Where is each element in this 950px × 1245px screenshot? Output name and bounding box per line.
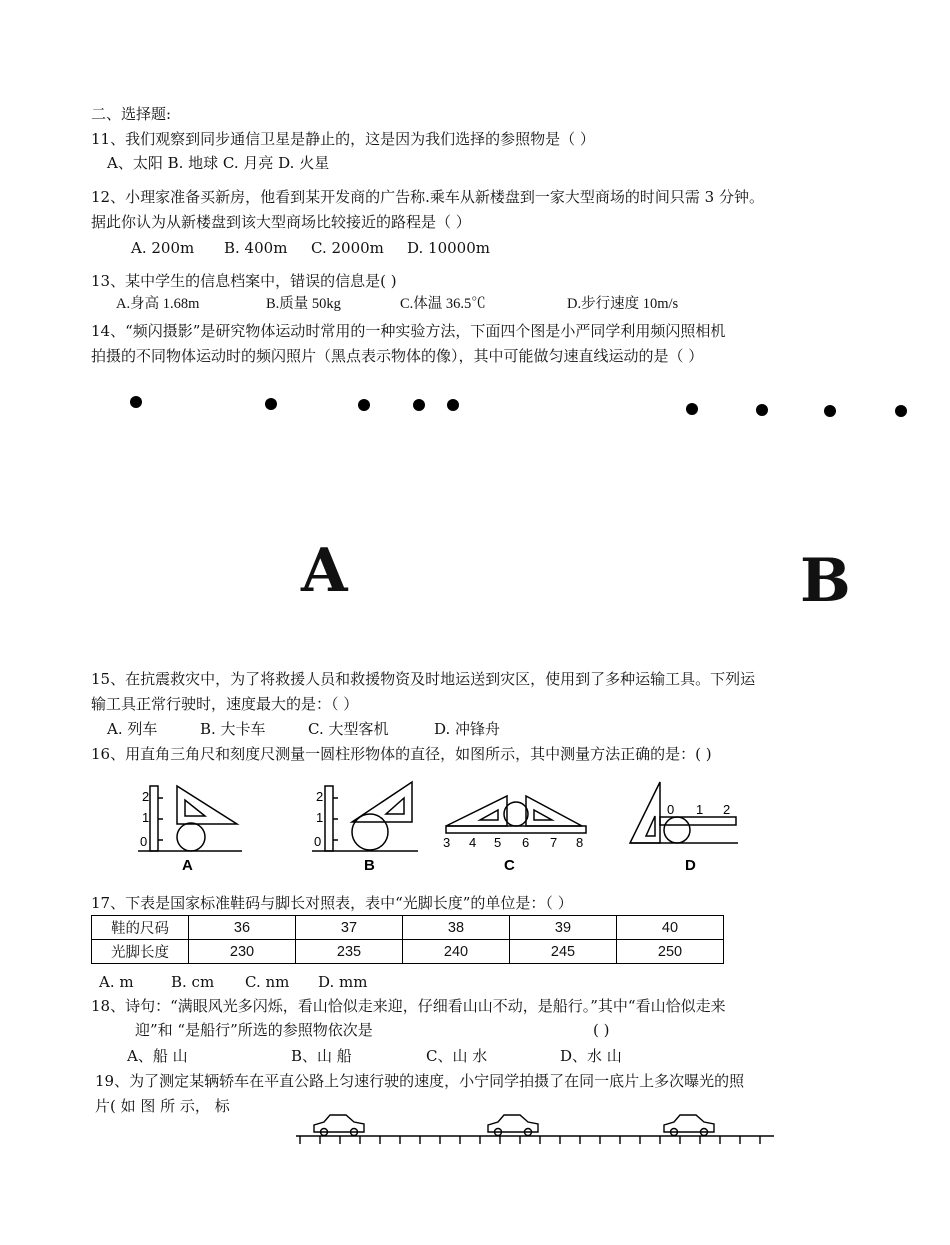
car-icon <box>488 1115 538 1136</box>
q14-label-a: A <box>301 536 348 606</box>
strobe-dot <box>130 396 142 408</box>
q13-option-b: B.质量 50kg <box>266 296 341 312</box>
q18-option-c: C、山 水 <box>426 1047 488 1065</box>
q17-stem: 17、下表是国家标准鞋码与脚长对照表，表中“光脚长度”的单位是：（ ） <box>91 894 573 912</box>
tick-label: 1 <box>696 802 704 817</box>
table-cell: 39 <box>510 916 617 940</box>
cylinder <box>177 823 205 851</box>
cylinder <box>664 817 690 843</box>
tick-label: 2 <box>316 789 324 804</box>
tick-label: 8 <box>576 835 584 850</box>
q17-option-b: B. cm <box>171 973 215 991</box>
q15-option-a: A. 列车 <box>107 720 158 738</box>
strobe-dot <box>265 398 277 410</box>
tick-label: 5 <box>494 835 502 850</box>
set-square-hole <box>480 810 498 820</box>
table-cell: 37 <box>296 916 403 940</box>
q16-label-b: B <box>364 857 375 874</box>
q16-label-a: A <box>182 857 193 874</box>
table-cell: 240 <box>403 940 510 964</box>
tick-label: 2 <box>142 789 150 804</box>
strobe-dot <box>824 405 836 417</box>
tick-label: 6 <box>522 835 530 850</box>
q12-stem-line1: 12、小理家准备买新房，他看到某开发商的广告称.乘车从新楼盘到一家大型商场的时间只需 3 分钟。 <box>91 188 764 206</box>
table-cell: 36 <box>189 916 296 940</box>
q16-figure-d <box>630 782 738 843</box>
strobe-dot <box>413 399 425 411</box>
q12-option-a: A. 200m <box>131 239 195 257</box>
strobe-row-b <box>686 403 907 417</box>
strobe-dot <box>358 399 370 411</box>
table-cell: 40 <box>617 916 724 940</box>
tick-label: 0 <box>667 802 675 817</box>
table-row <box>92 940 724 964</box>
q18-stem-line2: 迎”和 “是船行”所选的参照物依次是 <box>135 1021 373 1039</box>
q16-stem: 16、用直角三角尺和刻度尺测量一圆柱形物体的直径，如图所示，其中测量方法正确的是：( ) <box>91 745 712 763</box>
q16-measurement-figures <box>130 776 750 876</box>
q13-option-d: D.步行速度 10m/s <box>567 296 679 312</box>
table-cell: 38 <box>403 916 510 940</box>
q16-label-d: D <box>685 857 696 874</box>
table-cell: 235 <box>296 940 403 964</box>
shoe-size-table <box>91 915 724 964</box>
q15-option-c: C. 大型客机 <box>308 720 389 738</box>
q16-figure-c <box>446 796 586 833</box>
set-square-hole <box>646 816 655 836</box>
strobe-row-a <box>130 396 459 411</box>
strobe-dot <box>447 399 459 411</box>
q14-strobe-figure <box>0 380 950 440</box>
q12-option-b: B. 400m <box>224 239 288 257</box>
table-row-header: 鞋的尺码 <box>92 916 189 940</box>
road-ticks <box>300 1136 760 1144</box>
cylinder <box>352 814 388 850</box>
strobe-dot <box>756 404 768 416</box>
q15-option-b: B. 大卡车 <box>200 720 266 738</box>
q13-option-a: A.身高 1.68m <box>116 296 200 312</box>
q19-stem-line2: 片( 如 图 所 示， 标 <box>95 1097 230 1115</box>
q14-label-b: B <box>800 546 851 616</box>
section-title: 二、选择题: <box>91 105 172 123</box>
q13-option-c: C.体温 36.5℃ <box>400 296 486 312</box>
strobe-dot <box>895 405 907 417</box>
q11-options: A、太阳 B. 地球 C. 月亮 D. 火星 <box>107 154 330 172</box>
table-cell: 245 <box>510 940 617 964</box>
tick-label: 1 <box>142 810 150 825</box>
tick-label: 4 <box>469 835 477 850</box>
horizontal-ruler <box>446 826 586 833</box>
tick-label: 7 <box>550 835 558 850</box>
car-icon <box>664 1115 714 1136</box>
q18-option-b: B、山 船 <box>291 1047 352 1065</box>
tick-label: 2 <box>723 802 731 817</box>
strobe-dot <box>686 403 698 415</box>
table-row-header: 光脚长度 <box>92 940 189 964</box>
q17-option-d: D. mm <box>318 973 368 991</box>
tick-label: 3 <box>443 835 451 850</box>
q12-option-d: D. 10000m <box>407 239 490 257</box>
q18-stem-line1: 18、诗句：“满眼风光多闪烁，看山恰似走来迎，仔细看山山不动，是船行。”其中“看山恰似走来 <box>91 997 726 1015</box>
tick-label: 0 <box>314 834 322 849</box>
q15-stem-line2: 输工具正常行驶时，速度最大的是：（ ） <box>91 695 359 713</box>
q18-answer-blank: ( ) <box>593 1021 610 1039</box>
q16-figure-a <box>138 786 242 851</box>
q18-option-a: A、船 山 <box>127 1047 188 1065</box>
vertical-ruler <box>150 786 158 851</box>
q16-label-c: C <box>504 857 515 874</box>
q14-stem-line1: 14、“频闪摄影”是研究物体运动时常用的一种实验方法，下面四个图是小严同学利用频闪照相机 <box>91 322 726 340</box>
set-square-hole <box>386 798 404 814</box>
q19-stem-line1: 19、为了测定某辆轿车在平直公路上匀速行驶的速度，小宁同学拍摄了在同一底片上多次曝光的照 <box>95 1072 745 1090</box>
q12-stem-line2: 据此你认为从新楼盘到该大型商场比较接近的路程是（ ） <box>91 213 471 231</box>
q12-option-c: C. 2000m <box>311 239 384 257</box>
set-square <box>177 786 237 824</box>
q14-stem-line2: 拍摄的不同物体运动时的频闪照片（黑点表示物体的像），其中可能做匀速直线运动的是（ ） <box>91 347 704 365</box>
set-square-hole <box>534 810 552 820</box>
q19-car-exposure-figure <box>290 1108 780 1150</box>
car-icon <box>314 1115 364 1136</box>
q13-stem: 13、某中学生的信息档案中，错误的信息是( ) <box>91 272 397 290</box>
table-cell: 250 <box>617 940 724 964</box>
q11-stem: 11、我们观察到同步通信卫星是静止的，这是因为我们选择的参照物是（ ） <box>91 130 595 148</box>
q17-option-a: A. m <box>99 973 134 991</box>
q18-option-d: D、水 山 <box>560 1047 622 1065</box>
q16-figure-b <box>312 782 418 851</box>
table-cell: 230 <box>189 940 296 964</box>
vertical-ruler <box>325 786 333 851</box>
tick-label: 0 <box>140 834 148 849</box>
tick-label: 1 <box>316 810 324 825</box>
table-row <box>92 916 724 940</box>
q17-option-c: C. nm <box>245 973 290 991</box>
q15-option-d: D. 冲锋舟 <box>434 720 501 738</box>
q15-stem-line1: 15、在抗震救灾中，为了将救援人员和救援物资及时地运送到灾区，使用到了多种运输工具。下列运 <box>91 670 756 688</box>
